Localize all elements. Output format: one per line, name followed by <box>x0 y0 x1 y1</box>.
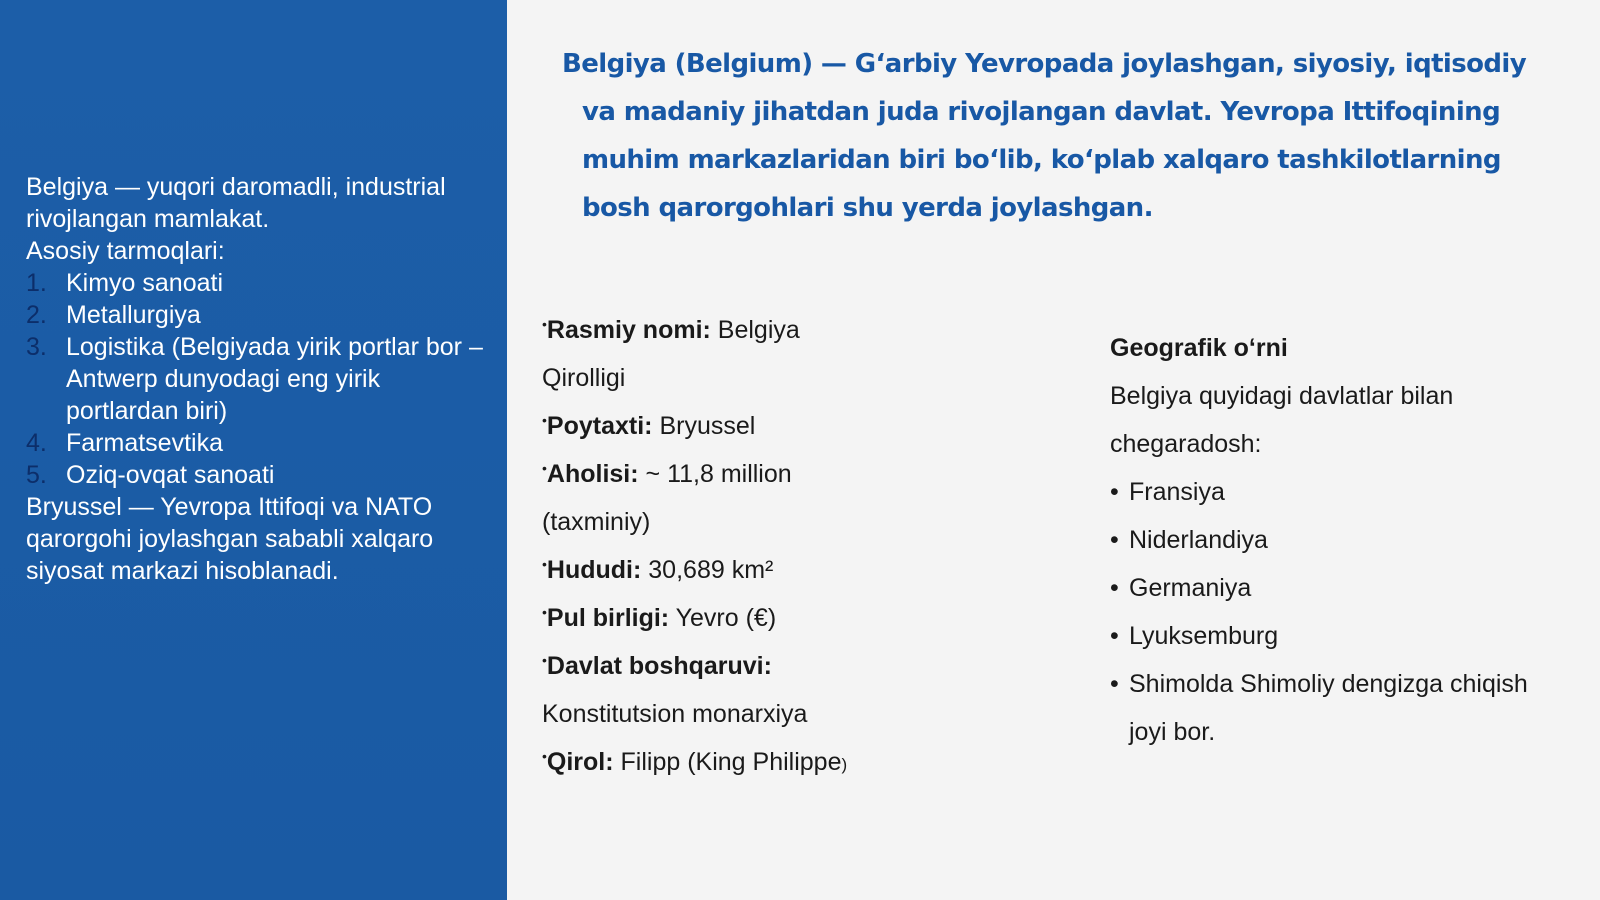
list-number: 1. <box>26 269 47 297</box>
geo-intro: Belgiya quyidagi davlatlar bilan chegaradosh: <box>1110 382 1454 458</box>
bullet-icon: • <box>542 556 547 572</box>
outro-text: Bryussel — Yevropa Ittifoqi va NATO qarorgohi joylashgan sababli xalqaro siyosat markazi hisoblanadi. <box>26 493 434 585</box>
headline-line: va madaniy jihatdan juda rivojlangan davlat. Yevropa Ittifoqining <box>582 97 1501 127</box>
fact-value: Konstitutsion monarxiya <box>542 700 808 728</box>
list-text: Oziq-ovqat sanoati <box>66 461 275 489</box>
left-panel <box>0 0 507 900</box>
geo-title: Geografik o‘rni <box>1110 334 1288 362</box>
list-item: • Niderlandiya <box>1110 516 1530 564</box>
bullet-icon: • <box>542 460 547 476</box>
fact-area <box>542 546 872 594</box>
branches-title: Asosiy tarmoqlari: <box>26 237 225 265</box>
fact-paren: ) <box>841 755 848 774</box>
list-number: 5. <box>26 461 47 489</box>
fact-official-name <box>542 306 872 402</box>
fact-label: Rasmiy nomi: <box>546 316 711 344</box>
facts-list <box>542 306 872 789</box>
fact-king <box>542 738 872 789</box>
fact-value: ~ 11,8 million (taxminiy) <box>542 460 792 536</box>
list-item <box>26 299 486 331</box>
list-item: • Lyuksemburg <box>1110 612 1530 660</box>
list-number: 3. <box>26 333 47 361</box>
list-item <box>26 267 486 299</box>
list-text: Metallurgiya <box>66 301 201 329</box>
fact-currency <box>542 594 872 642</box>
headline-line: bosh qarorgohlari shu yerda joylashgan. <box>582 193 1153 223</box>
fact-capital <box>542 402 872 450</box>
bullet-icon: • <box>542 604 547 620</box>
fact-label: Hududi: <box>546 556 642 584</box>
fact-population <box>542 450 872 546</box>
intro-text: Belgiya — yuqori daromadli, industrial rivojlangan mamlakat. <box>26 173 446 233</box>
list-text: Farmatsevtika <box>66 429 223 457</box>
fact-label: Pul birligi: <box>546 604 670 632</box>
list-number: 4. <box>26 429 47 457</box>
fact-label: Aholisi: <box>546 460 639 488</box>
list-item <box>26 331 486 427</box>
list-number: 2. <box>26 301 47 329</box>
geo-section <box>1110 324 1530 756</box>
fact-value: 30,689 km² <box>648 556 774 584</box>
fact-value: Yevro (€) <box>675 604 777 632</box>
left-text-block <box>26 171 486 587</box>
fact-value: Filipp (King Philippe <box>620 748 842 776</box>
list-item <box>26 459 486 491</box>
fact-value: Bryussel <box>659 412 756 440</box>
bullet-icon: • <box>542 412 547 428</box>
list-text: Logistika (Belgiyada yirik portlar bor – Antwerp dunyodagi eng yirik portlardan biri) <box>66 333 483 425</box>
list-text: Kimyo sanoati <box>66 269 224 297</box>
neighbors-list <box>1110 468 1530 756</box>
list-item: • Germaniya <box>1110 564 1530 612</box>
headline-line: muhim markazlaridan biri bo‘lib, ko‘plab xalqaro tashkilotlarning <box>582 145 1501 175</box>
bullet-icon: • <box>542 652 547 668</box>
fact-value: Belgiya Qirolligi <box>542 316 800 392</box>
list-item <box>26 427 486 459</box>
fact-label: Davlat boshqaruvi: <box>546 652 772 680</box>
fact-government <box>542 642 872 738</box>
fact-label: Qirol: <box>546 748 614 776</box>
bullet-icon: • <box>542 748 547 764</box>
list-item: • Fransiya <box>1110 468 1530 516</box>
headline <box>562 40 1562 232</box>
branches-list <box>26 267 486 491</box>
list-item: • Shimolda Shimoliy dengizga chiqish joyi bor. <box>1110 660 1530 756</box>
bullet-icon: • <box>542 316 547 332</box>
headline-line: Belgiya (Belgium) — G‘arbiy Yevropada joylashgan, siyosiy, iqtisodiy <box>562 49 1527 79</box>
fact-label: Poytaxti: <box>546 412 653 440</box>
